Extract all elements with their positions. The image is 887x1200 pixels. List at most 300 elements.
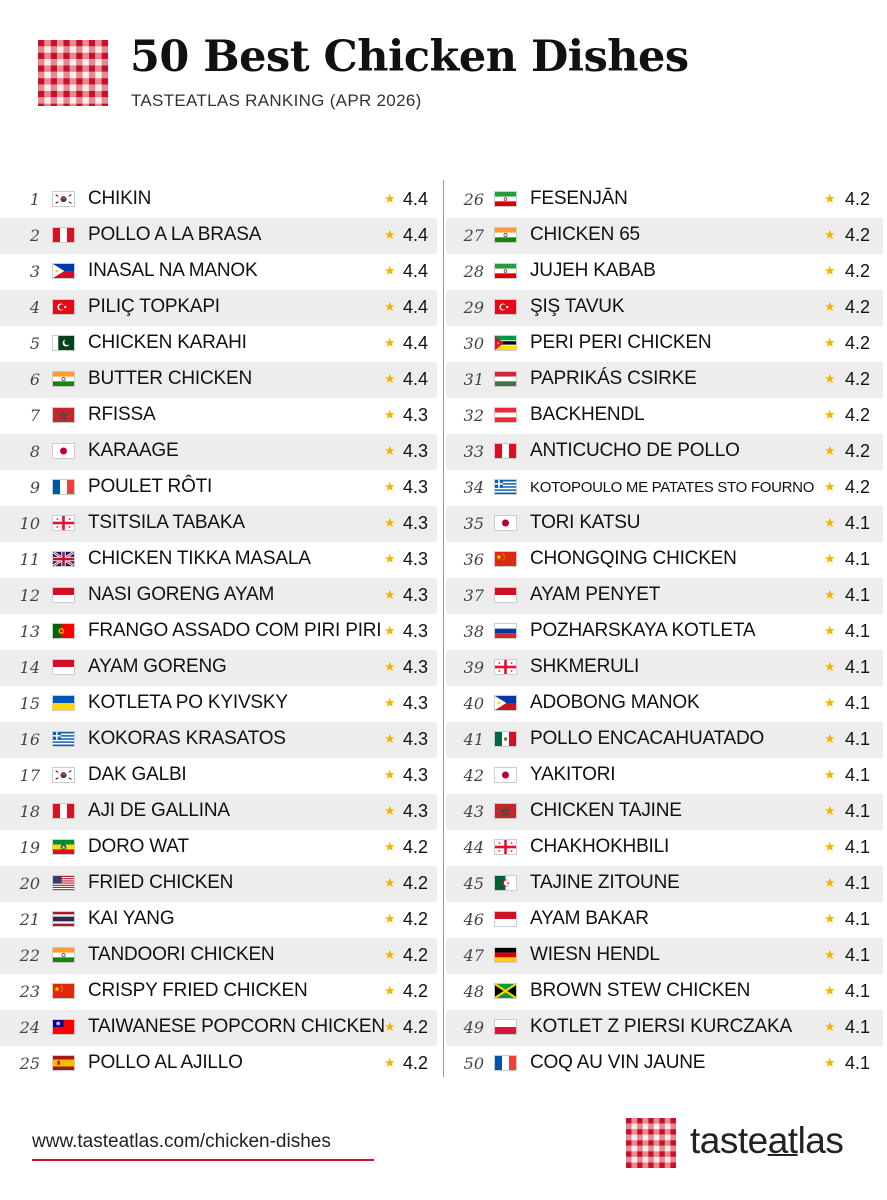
ranking-row[interactable] (0, 290, 437, 326)
dish-name[interactable]: KOTLETA PO KYIVSKY (88, 692, 288, 713)
rank-number: 20 (19, 874, 40, 893)
rank-number: 32 (463, 406, 484, 425)
pakistan-flag-icon (52, 335, 75, 351)
rating-score: 4.1 (845, 837, 871, 857)
star-icon: ★ (384, 515, 396, 530)
star-icon: ★ (384, 335, 396, 350)
dish-name[interactable]: DORO WAT (88, 836, 189, 857)
dish-name[interactable]: AYAM BAKAR (530, 908, 649, 929)
rank-number: 45 (463, 874, 484, 893)
rating-score: 4.1 (845, 909, 871, 929)
star-icon: ★ (824, 191, 836, 206)
india-flag-icon (52, 371, 75, 387)
rating-score: 4.3 (403, 585, 429, 605)
rating-score: 4.1 (845, 657, 871, 677)
ranking-row[interactable] (446, 794, 883, 830)
morocco-flag-icon (52, 407, 75, 423)
morocco-flag-icon (494, 803, 517, 819)
ranking-row[interactable] (446, 974, 883, 1010)
rating-score: 4.1 (845, 981, 871, 1001)
ranking-row[interactable] (446, 362, 883, 398)
rank-number: 10 (19, 514, 40, 533)
star-icon: ★ (824, 227, 836, 242)
star-icon: ★ (384, 371, 396, 386)
rank-number: 15 (19, 694, 40, 713)
star-icon: ★ (384, 695, 396, 710)
dish-name[interactable]: RFISSA (88, 404, 156, 425)
rating-score: 4.2 (845, 189, 871, 209)
indonesia-flag-icon (52, 587, 75, 603)
rating-score: 4.1 (845, 873, 871, 893)
star-icon: ★ (384, 587, 396, 602)
star-icon: ★ (384, 767, 396, 782)
ranking-row[interactable] (0, 506, 437, 542)
ranking-row[interactable] (0, 362, 437, 398)
ranking-row[interactable] (446, 506, 883, 542)
dish-name[interactable]: ANTICUCHO DE POLLO (530, 440, 740, 461)
taiwan-flag-icon (52, 1019, 75, 1035)
star-icon: ★ (384, 191, 396, 206)
rank-number: 31 (463, 370, 484, 389)
dish-name[interactable]: NASI GORENG AYAM (88, 584, 275, 605)
star-icon: ★ (384, 227, 396, 242)
rating-score: 4.2 (845, 369, 871, 389)
ranking-row[interactable] (0, 470, 437, 506)
ranking-row[interactable] (446, 290, 883, 326)
rank-number: 25 (19, 1054, 40, 1073)
peru-flag-icon (52, 227, 75, 243)
ranking-row[interactable] (0, 722, 437, 758)
rating-score: 4.2 (403, 945, 429, 965)
rating-score: 4.3 (403, 513, 429, 533)
dish-name[interactable]: POLLO A LA BRASA (88, 224, 262, 245)
rating-score: 4.2 (403, 1017, 429, 1037)
star-icon: ★ (824, 479, 836, 494)
dish-name[interactable]: CRISPY FRIED CHICKEN (88, 980, 308, 1001)
star-icon: ★ (824, 371, 836, 386)
rating-score: 4.3 (403, 801, 429, 821)
georgia-flag-icon (494, 659, 517, 675)
brand-suffix: las (797, 1120, 844, 1161)
georgia-flag-icon (52, 515, 75, 531)
ranking-row[interactable] (446, 578, 883, 614)
rating-score: 4.4 (403, 225, 429, 245)
star-icon: ★ (384, 1019, 396, 1034)
page-subtitle: TASTEATLAS RANKING (APR 2026) (131, 91, 422, 110)
ranking-row[interactable] (0, 1046, 437, 1082)
mexico-flag-icon (494, 731, 517, 747)
ranking-row[interactable] (446, 650, 883, 686)
dish-name[interactable]: PILIÇ TOPKAPI (88, 296, 220, 317)
dish-name[interactable]: AYAM GORENG (88, 656, 227, 677)
rank-number: 18 (19, 802, 40, 821)
georgia-flag-icon (494, 839, 517, 855)
ranking-row[interactable] (0, 686, 437, 722)
ranking-row[interactable] (446, 326, 883, 362)
rating-score: 4.3 (403, 693, 429, 713)
dish-name[interactable]: CHONGQING CHICKEN (530, 548, 737, 569)
dish-name[interactable]: BROWN STEW CHICKEN (530, 980, 751, 1001)
dish-name[interactable]: BACKHENDL (530, 404, 645, 425)
star-icon: ★ (824, 731, 836, 746)
rating-score: 4.4 (403, 333, 429, 353)
rating-score: 4.2 (845, 225, 871, 245)
rank-number: 6 (29, 370, 40, 389)
dish-name[interactable]: KOTLET Z PIERSI KURCZAKA (530, 1016, 792, 1037)
rank-number: 7 (29, 406, 40, 425)
france-flag-icon (494, 1055, 517, 1071)
star-icon: ★ (384, 659, 396, 674)
philippines-flag-icon (52, 263, 75, 279)
mozambique-flag-icon (494, 335, 517, 351)
philippines-flag-icon (494, 695, 517, 711)
algeria-flag-icon (494, 875, 517, 891)
ranking-row[interactable] (0, 542, 437, 578)
russia-flag-icon (494, 623, 517, 639)
rank-number: 28 (463, 262, 484, 281)
ranking-row[interactable] (0, 938, 437, 974)
rank-number: 4 (29, 298, 40, 317)
rating-score: 4.2 (403, 1053, 429, 1073)
star-icon: ★ (824, 299, 836, 314)
rating-score: 4.1 (845, 513, 871, 533)
ranking-row[interactable] (446, 902, 883, 938)
rank-number: 26 (463, 190, 484, 209)
star-icon: ★ (824, 443, 836, 458)
rating-score: 4.3 (403, 441, 429, 461)
rank-number: 23 (19, 982, 40, 1001)
rating-score: 4.1 (845, 765, 871, 785)
dish-name[interactable]: POLLO AL AJILLO (88, 1052, 243, 1073)
rank-number: 47 (463, 946, 484, 965)
dish-name[interactable]: PAPRIKÁS CSIRKE (530, 368, 697, 389)
ranking-row[interactable] (446, 938, 883, 974)
spain-flag-icon (52, 1055, 75, 1071)
star-icon: ★ (824, 947, 836, 962)
ranking-row[interactable] (0, 218, 437, 254)
star-icon: ★ (384, 803, 396, 818)
rating-score: 4.3 (403, 405, 429, 425)
star-icon: ★ (824, 767, 836, 782)
jamaica-flag-icon (494, 983, 517, 999)
star-icon: ★ (824, 551, 836, 566)
rank-number: 11 (19, 550, 40, 569)
rating-score: 4.2 (403, 981, 429, 1001)
rank-number: 5 (29, 334, 40, 353)
rating-score: 4.1 (845, 549, 871, 569)
star-icon: ★ (384, 623, 396, 638)
dish-name[interactable]: BUTTER CHICKEN (88, 368, 252, 389)
dish-name[interactable]: TSITSILA TABAKA (88, 512, 245, 533)
star-icon: ★ (384, 947, 396, 962)
star-icon: ★ (824, 1019, 836, 1034)
rank-number: 9 (29, 478, 40, 497)
dish-name[interactable]: SHKMERULI (530, 656, 640, 677)
star-icon: ★ (384, 479, 396, 494)
star-icon: ★ (384, 839, 396, 854)
ranking-row[interactable] (0, 182, 437, 218)
rating-score: 4.2 (403, 837, 429, 857)
dish-name[interactable]: FESENJĀN (530, 188, 628, 209)
rating-score: 4.2 (403, 873, 429, 893)
dish-name[interactable]: POZHARSKAYA KOTLETA (530, 620, 756, 641)
dish-name[interactable]: KOKORAS KRASATOS (88, 728, 286, 749)
france-flag-icon (52, 479, 75, 495)
star-icon: ★ (384, 1055, 396, 1070)
rank-number: 22 (19, 946, 40, 965)
ranking-row[interactable] (446, 1010, 883, 1046)
usa-flag-icon (52, 875, 75, 891)
ranking-row[interactable] (0, 830, 437, 866)
germany-flag-icon (494, 947, 517, 963)
rank-number: 13 (19, 622, 40, 641)
ranking-row[interactable] (446, 1046, 883, 1082)
dish-name[interactable]: AJI DE GALLINA (88, 800, 230, 821)
dish-name[interactable]: YAKITORI (530, 764, 616, 785)
star-icon: ★ (384, 407, 396, 422)
hungary-flag-icon (494, 371, 517, 387)
dish-name[interactable]: PERI PERI CHICKEN (530, 332, 712, 353)
ukraine-flag-icon (52, 695, 75, 711)
star-icon: ★ (384, 983, 396, 998)
dish-name[interactable]: CHICKEN TIKKA MASALA (88, 548, 311, 569)
ranking-row[interactable] (446, 542, 883, 578)
ranking-row[interactable] (446, 398, 883, 434)
ranking-row[interactable] (446, 686, 883, 722)
dish-name[interactable]: KAI YANG (88, 908, 175, 929)
rank-number: 39 (463, 658, 484, 677)
star-icon: ★ (824, 1055, 836, 1070)
rating-score: 4.3 (403, 729, 429, 749)
ranking-row[interactable] (0, 758, 437, 794)
rating-score: 4.2 (845, 441, 871, 461)
ethiopia-flag-icon (52, 839, 75, 855)
dish-name[interactable]: INASAL NA MANOK (88, 260, 258, 281)
rank-number: 19 (19, 838, 40, 857)
star-icon: ★ (824, 407, 836, 422)
dish-name[interactable]: ADOBONG MANOK (530, 692, 700, 713)
ranking-row[interactable] (0, 254, 437, 290)
india-flag-icon (52, 947, 75, 963)
column-divider (443, 180, 444, 1077)
ranking-row[interactable] (0, 326, 437, 362)
japan-flag-icon (52, 443, 75, 459)
ranking-row[interactable] (446, 254, 883, 290)
dish-name[interactable]: WIESN HENDL (530, 944, 660, 965)
rating-score: 4.1 (845, 945, 871, 965)
star-icon: ★ (824, 875, 836, 890)
dish-name[interactable]: ŞIŞ TAVUK (530, 296, 625, 317)
iran-flag-icon (494, 263, 517, 279)
peru-flag-icon (52, 803, 75, 819)
ranking-row[interactable] (0, 650, 437, 686)
star-icon: ★ (384, 443, 396, 458)
dish-name[interactable]: COQ AU VIN JAUNE (530, 1052, 706, 1073)
dish-name[interactable]: CHIKIN (88, 188, 152, 209)
rank-number: 40 (463, 694, 484, 713)
ranking-row[interactable] (446, 722, 883, 758)
rank-number: 44 (463, 838, 484, 857)
dish-name[interactable]: CHICKEN TAJINE (530, 800, 682, 821)
japan-flag-icon (494, 515, 517, 531)
rank-number: 24 (19, 1018, 40, 1037)
greece-flag-icon (52, 731, 75, 747)
rating-score: 4.1 (845, 693, 871, 713)
rating-score: 4.1 (845, 621, 871, 641)
ranking-row[interactable] (446, 866, 883, 902)
star-icon: ★ (824, 803, 836, 818)
rating-score: 4.4 (403, 297, 429, 317)
rank-number: 17 (19, 766, 40, 785)
dish-name[interactable]: AYAM PENYET (530, 584, 661, 605)
star-icon: ★ (384, 731, 396, 746)
turkey-flag-icon (494, 299, 517, 315)
dish-name[interactable]: FRANGO ASSADO COM PIRI PIRI (88, 620, 382, 641)
brand-mid: at (767, 1120, 798, 1161)
dish-name[interactable]: CHICKEN KARAHI (88, 332, 247, 353)
rating-score: 4.4 (403, 369, 429, 389)
ranking-column-right (446, 182, 883, 1082)
ranking-row[interactable] (446, 758, 883, 794)
dish-name[interactable]: KOTOPOULO ME PATATES STO FOURNO (530, 479, 815, 496)
star-icon: ★ (824, 587, 836, 602)
greece-flag-icon (494, 479, 517, 495)
rank-number: 37 (463, 586, 484, 605)
dish-name[interactable]: CHICKEN 65 (530, 224, 640, 245)
rank-number: 8 (29, 442, 40, 461)
source-url-link[interactable]: www.tasteatlas.com/chicken-dishes (32, 1131, 331, 1152)
rating-score: 4.2 (845, 261, 871, 281)
ranking-row[interactable] (446, 470, 883, 506)
rank-number: 36 (463, 550, 484, 569)
star-icon: ★ (824, 911, 836, 926)
ranking-column-left (0, 182, 437, 1082)
peru-flag-icon (494, 443, 517, 459)
star-icon: ★ (824, 515, 836, 530)
rating-score: 4.1 (845, 801, 871, 821)
rank-number: 34 (463, 478, 484, 497)
rating-score: 4.2 (845, 297, 871, 317)
ranking-row[interactable] (0, 434, 437, 470)
china-flag-icon (494, 551, 517, 567)
rank-number: 41 (463, 730, 484, 749)
star-icon: ★ (824, 983, 836, 998)
rank-number: 16 (19, 730, 40, 749)
dish-name[interactable]: FRIED CHICKEN (88, 872, 234, 893)
rating-score: 4.2 (845, 477, 871, 497)
rank-number: 35 (463, 514, 484, 533)
rank-number: 29 (463, 298, 484, 317)
ranking-row[interactable] (0, 794, 437, 830)
ranking-row[interactable] (446, 218, 883, 254)
rating-score: 4.4 (403, 261, 429, 281)
ranking-row[interactable] (0, 902, 437, 938)
thailand-flag-icon (52, 911, 75, 927)
rating-score: 4.1 (845, 729, 871, 749)
tablecloth-logo-icon (38, 40, 108, 106)
austria-flag-icon (494, 407, 517, 423)
star-icon: ★ (824, 623, 836, 638)
rank-number: 43 (463, 802, 484, 821)
rating-score: 4.1 (845, 1017, 871, 1037)
rating-score: 4.3 (403, 549, 429, 569)
rating-score: 4.3 (403, 765, 429, 785)
dish-name[interactable]: DAK GALBI (88, 764, 187, 785)
rating-score: 4.1 (845, 585, 871, 605)
ranking-row[interactable] (446, 830, 883, 866)
dish-name[interactable]: POULET RÔTI (88, 476, 213, 497)
rating-score: 4.4 (403, 189, 429, 209)
rank-number: 2 (29, 226, 40, 245)
indonesia-flag-icon (494, 911, 517, 927)
ranking-row[interactable] (0, 614, 437, 650)
ranking-row[interactable] (0, 398, 437, 434)
indonesia-flag-icon (494, 587, 517, 603)
south-korea-flag-icon (52, 191, 75, 207)
ranking-row[interactable] (0, 866, 437, 902)
rank-number: 3 (29, 262, 40, 281)
ranking-row[interactable] (446, 182, 883, 218)
ranking-row[interactable] (0, 578, 437, 614)
rank-number: 12 (19, 586, 40, 605)
indonesia-flag-icon (52, 659, 75, 675)
rank-number: 48 (463, 982, 484, 1001)
dish-name[interactable]: CHAKHOKHBILI (530, 836, 670, 857)
star-icon: ★ (824, 695, 836, 710)
rating-score: 4.1 (845, 1053, 871, 1073)
rank-number: 14 (19, 658, 40, 677)
united-kingdom-flag-icon (52, 551, 75, 567)
page-title: 50 Best Chicken Dishes (130, 32, 689, 82)
dish-name[interactable]: TAJINE ZITOUNE (530, 872, 680, 893)
rank-number: 46 (463, 910, 484, 929)
brand-prefix: taste (690, 1120, 768, 1161)
rating-score: 4.2 (845, 405, 871, 425)
dish-name[interactable]: TORI KATSU (530, 512, 641, 533)
ranking-row[interactable] (0, 1010, 437, 1046)
dish-name[interactable]: TANDOORI CHICKEN (88, 944, 275, 965)
dish-name[interactable]: KARAAGE (88, 440, 179, 461)
india-flag-icon (494, 227, 517, 243)
rank-number: 50 (463, 1054, 484, 1073)
turkey-flag-icon (52, 299, 75, 315)
ranking-row[interactable] (446, 434, 883, 470)
star-icon: ★ (824, 335, 836, 350)
star-icon: ★ (384, 299, 396, 314)
ranking-row[interactable] (0, 974, 437, 1010)
poland-flag-icon (494, 1019, 517, 1035)
rank-number: 49 (463, 1018, 484, 1037)
brand-wordmark (690, 1120, 843, 1162)
dish-name[interactable]: POLLO ENCACAHUATADO (530, 728, 765, 749)
star-icon: ★ (384, 551, 396, 566)
rating-score: 4.3 (403, 621, 429, 641)
iran-flag-icon (494, 191, 517, 207)
rank-number: 33 (463, 442, 484, 461)
star-icon: ★ (824, 839, 836, 854)
south-korea-flag-icon (52, 767, 75, 783)
tasteatlas-logo-icon (626, 1118, 676, 1168)
rating-score: 4.3 (403, 657, 429, 677)
rank-number: 1 (29, 190, 40, 209)
dish-name[interactable]: TAIWANESE POPCORN CHICKEN (88, 1016, 385, 1037)
star-icon: ★ (384, 875, 396, 890)
rating-score: 4.3 (403, 477, 429, 497)
rank-number: 42 (463, 766, 484, 785)
dish-name[interactable]: JUJEH KABAB (530, 260, 656, 281)
rank-number: 30 (463, 334, 484, 353)
ranking-row[interactable] (446, 614, 883, 650)
